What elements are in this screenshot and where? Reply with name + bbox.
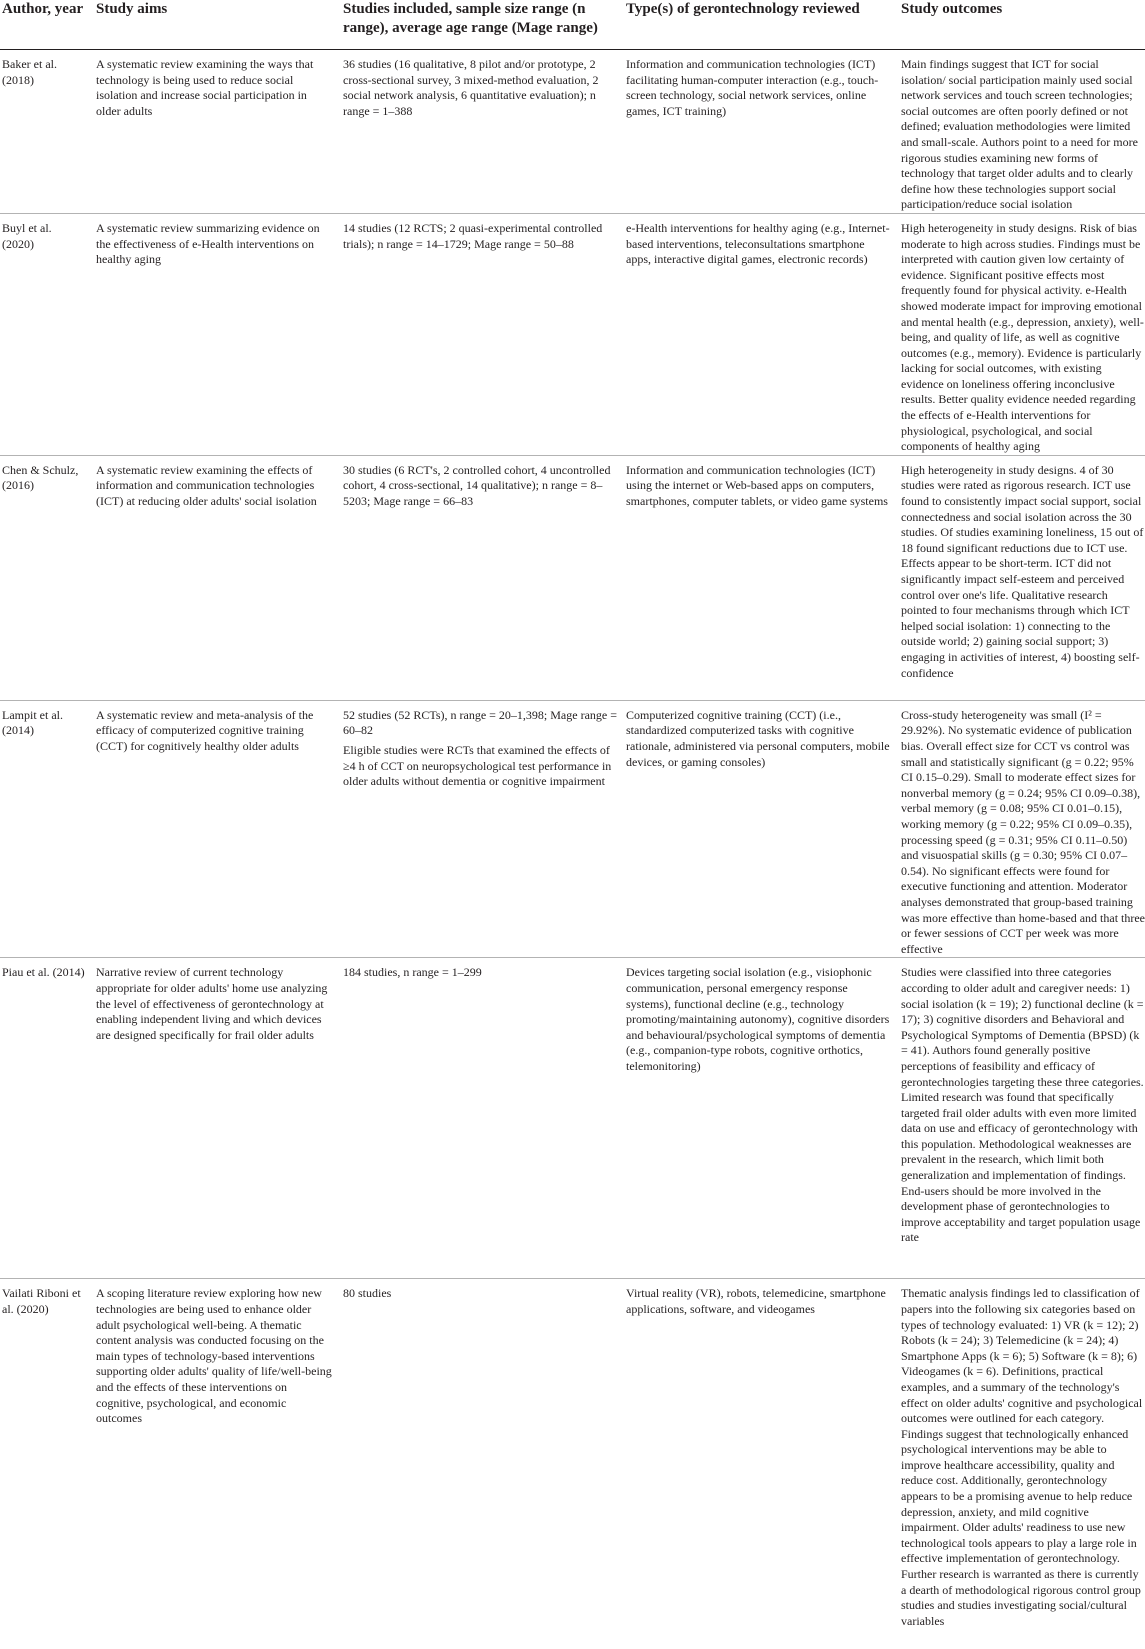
cell-outcomes: High heterogeneity in study designs. 4 of 30 studies were rated as rigorous research. ICT use found to consistently impact social support, social connectedness and social isolation across the 30 studies. Of studies examining loneliness, 15 out of 18 found significant reductions due to ICT use. Effects appear to be short-term. ICT did not significantly impact self-esteem and perceived control over one's life. Qualitative research pointed to four mechanisms through which ICT helped social isolation: 1) connecting to the outside world; 2) gaining social support; 3) engaging in activities of interest, 4) boosting self-confidence bbox=[898, 455, 1145, 700]
table-row bbox=[0, 1279, 1145, 1649]
cell-aims: A systematic review examining the effects of information and communication technologies (ICT) at reducing older adults' social isolation bbox=[92, 455, 340, 700]
cell-outcomes: Cross-study heterogeneity was small (I² = 29.92%). No systematic evidence of publication bias. Overall effect size for CCT vs control was small and statistically significant (g = 0.22; 95% CI 0.15–0.29). Small to moderate effect sizes for nonverbal memory (g = 0.24; 95% CI 0.09–0.38), verbal memory (g = 0.08; 95% CI 0.01–0.15), working memory (g = 0.22; 95% CI 0.09–0.35), processing speed (g = 0.31; 95% CI 0.11–0.50) and visuospatial skills (g = 0.30; 95% CI 0.07–0.54). No significant effects were found for executive functioning and attention. Moderator analyses demonstrated that group-based training was more effective than home-based and that three or fewer sessions of CCT per week was more effective bbox=[898, 700, 1145, 958]
table-row bbox=[0, 700, 1145, 958]
cell-studies-eligibility: Eligible studies were RCTs that examined the effects of ≥4 h of CCT on neuropsychological test performance in older adults without dementia or cognitive impairment bbox=[343, 743, 617, 790]
table-row bbox=[0, 50, 1145, 214]
cell-studies: 80 studies bbox=[340, 1279, 623, 1649]
header-row bbox=[0, 0, 1145, 50]
cell-author: Buyl et al. (2020) bbox=[0, 213, 92, 455]
cell-author: Lampit et al. (2014) bbox=[0, 700, 92, 958]
header-study-aims: Study aims bbox=[92, 0, 340, 50]
cell-studies: 184 studies, n range = 1–299 bbox=[340, 958, 623, 1279]
cell-studies bbox=[340, 700, 623, 958]
cell-outcomes: High heterogeneity in study designs. Risk of bias moderate to high across studies. Findings must be interpreted with caution given low certainty of evidence. Significant positive effects most frequently found for physical activity. e-Health showed moderate impact for improving emotional and mental health (e.g., depression, anxiety), well-being, and quality of life, as well as cognitive outcomes (e.g., memory). Evidence is particularly lacking for social outcomes, with existing evidence on loneliness offering inconclusive results. Better quality evidence needed regarding the effects of e-Health interventions for physiological, psychological, and social components of healthy aging bbox=[898, 213, 1145, 455]
table-header bbox=[0, 0, 1145, 50]
cell-studies: 30 studies (6 RCT's, 2 controlled cohort, 4 uncontrolled cohort, 4 cross-sectional, 14 qualitative); n range = 8–5203; Mage range = 66–83 bbox=[340, 455, 623, 700]
cell-author: Piau et al. (2014) bbox=[0, 958, 92, 1279]
cell-studies: 14 studies (12 RCTS; 2 quasi-experimental controlled trials); n range = 14–1729; Mage range = 50–88 bbox=[340, 213, 623, 455]
cell-technology: e-Health interventions for healthy aging (e.g., Internet-based interventions, teleconsultations smartphone apps, interactive digital games, electronic records) bbox=[623, 213, 898, 455]
cell-aims: A scoping literature review exploring how new technologies are being used to enhance older adult psychological well-being. A thematic content analysis was conducted focusing on the main types of technology-based interventions supporting older adults' quality of life/well-being and the effects of these interventions on cognitive, psychological, and economic outcomes bbox=[92, 1279, 340, 1649]
header-studies-included: Studies included, sample size range (n range), average age range (Mage range) bbox=[340, 0, 623, 50]
cell-aims: Narrative review of current technology appropriate for older adults' home use analyzing the level of effectiveness of gerontechnology at enabling independent living and which devices are designed specifically for frail older adults bbox=[92, 958, 340, 1279]
table-row bbox=[0, 958, 1145, 1279]
cell-author: Chen & Schulz, (2016) bbox=[0, 455, 92, 700]
cell-aims: A systematic review summarizing evidence on the effectiveness of e-Health interventions on healthy aging bbox=[92, 213, 340, 455]
cell-technology: Devices targeting social isolation (e.g., visiophonic communication, personal emergency response systems), functional decline (e.g., technology promoting/maintaining autonomy), cognitive disorders and behavioural/psychological symptoms of dementia (e.g., companion-type robots, cognitive orthotics, telemonitoring) bbox=[623, 958, 898, 1279]
table-row bbox=[0, 213, 1145, 455]
cell-aims: A systematic review and meta-analysis of the efficacy of computerized cognitive training (CCT) for cognitively healthy older adults bbox=[92, 700, 340, 958]
cell-author: Vailati Riboni et al. (2020) bbox=[0, 1279, 92, 1649]
cell-studies: 36 studies (16 qualitative, 8 pilot and/or prototype, 2 cross-sectional survey, 3 mixed-method evaluation, 2 social network analysis, 6 quantitative evaluation); n range = 1–388 bbox=[340, 50, 623, 214]
cell-outcomes: Thematic analysis findings led to classification of papers into the following six categories based on types of technology evaluated: 1) VR (k = 12); 2) Robots (k = 24); 3) Telemedicine (k = 24); 4) Smartphone Apps (k = 6); 5) Software (k = 8); 6) Videogames (k = 6). Definitions, practical examples, and a summary of the technology's effect on older adults' cognitive and psychological outcomes were outlined for each category. Findings suggest that technologically enhanced psychological interventions may be able to improve healthcare accessibility, quality and reduce cost. Additionally, gerontechnology appears to be a promising avenue to help reduce depression, anxiety, and mild cognitive impairment. Older adults' readiness to use new technological tools appears to play a large role in effective implementation of gerontechnology. Further research is warranted as there is currently a dearth of methodological rigorous control group studies and studies investigating social/cultural variables bbox=[898, 1279, 1145, 1649]
cell-studies-summary: 52 studies (52 RCTs), n range = 20–1,398; Mage range = 60–82 bbox=[343, 708, 617, 738]
header-gerontechnology-type: Type(s) of gerontechnology reviewed bbox=[623, 0, 898, 50]
table-body bbox=[0, 50, 1145, 1649]
header-author-year: Author, year bbox=[0, 0, 92, 50]
cell-aims: A systematic review examining the ways that technology is being used to reduce social isolation and increase social participation in older adults bbox=[92, 50, 340, 214]
cell-technology: Computerized cognitive training (CCT) (i.e., standardized computerized tasks with cognitive rationale, administered via personal computers, mobile devices, or gaming consoles) bbox=[623, 700, 898, 958]
header-study-outcomes: Study outcomes bbox=[898, 0, 1145, 50]
table-row bbox=[0, 455, 1145, 700]
cell-outcomes: Studies were classified into three categories according to older adult and caregiver needs: 1) social isolation (k = 19); 2) functional decline (k = 17); 3) cognitive disorders and Behavioral and Psychological Symptoms of Dementia (BPSD) (k = 41). Authors found generally positive perceptions of feasibility and efficacy of gerontechnologies targeting these three categories. Limited research was found that specifically targeted frail older adults with even more limited data on use and efficacy of gerontechnology with this population. Methodological weaknesses are prevalent in the research, which limit both generalization and implementation of findings. End-users should be more involved in the development phase of gerontechnologies to improve acceptability and target population usage rate bbox=[898, 958, 1145, 1279]
cell-technology: Information and communication technologies (ICT) using the internet or Web-based apps on computers, smartphones, computer tablets, or video game systems bbox=[623, 455, 898, 700]
cell-technology: Virtual reality (VR), robots, telemedicine, smartphone applications, software, and videogames bbox=[623, 1279, 898, 1649]
cell-technology: Information and communication technologies (ICT) facilitating human-computer interaction (e.g., touch-screen technology, social network services, online games, ICT training) bbox=[623, 50, 898, 214]
cell-outcomes: Main findings suggest that ICT for social isolation/ social participation mainly used social network services and touch screen technologies; social outcomes are often poorly defined or not defined; evaluation methodologies were limited and small-scale. Authors point to a need for more rigorous studies examining new forms of technology that target older adults and to clearly define how these technologies support social participation/reduce social isolation bbox=[898, 50, 1145, 214]
cell-author: Baker et al. (2018) bbox=[0, 50, 92, 214]
